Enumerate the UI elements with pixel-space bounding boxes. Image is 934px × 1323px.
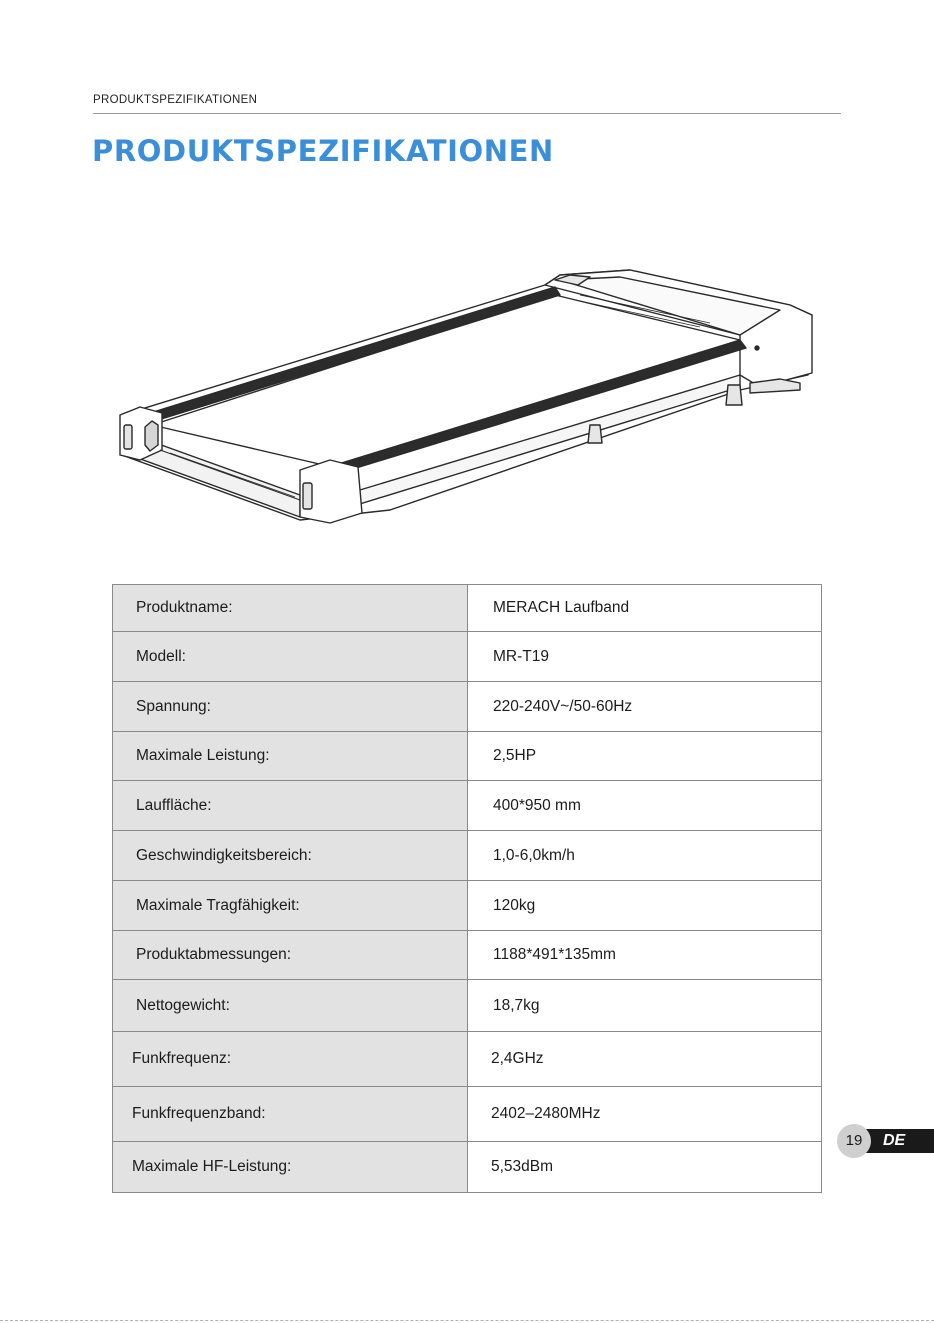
spec-value: MR-T19 xyxy=(468,632,822,682)
spec-label: Nettogewicht: xyxy=(113,980,468,1032)
spec-value: MERACH Laufband xyxy=(468,585,822,632)
table-row xyxy=(113,980,822,1032)
spec-value: 5,53dBm xyxy=(468,1142,822,1193)
language-label: DE xyxy=(855,1129,934,1153)
table-row xyxy=(113,1032,822,1087)
spec-value: 400*950 mm xyxy=(468,781,822,831)
spec-value: 220-240V~/50-60Hz xyxy=(468,682,822,732)
spec-label: Maximale Leistung: xyxy=(113,732,468,781)
treadmill-illustration xyxy=(100,255,830,545)
table-row xyxy=(113,831,822,881)
page-title: PRODUKTSPEZIFIKATIONEN xyxy=(92,134,554,168)
spec-value: 18,7kg xyxy=(468,980,822,1032)
spec-label: Funkfrequenz: xyxy=(113,1032,468,1087)
page-number: 19 xyxy=(837,1124,871,1158)
table-row xyxy=(113,931,822,980)
spec-label: Spannung: xyxy=(113,682,468,732)
spec-label: Funkfrequenzband: xyxy=(113,1087,468,1142)
spec-label: Maximale Tragfähigkeit: xyxy=(113,881,468,931)
header-divider xyxy=(93,113,841,114)
page-bottom-divider xyxy=(0,1320,934,1321)
spec-label: Geschwindigkeitsbereich: xyxy=(113,831,468,881)
table-row xyxy=(113,1142,822,1193)
spec-value: 2402–2480MHz xyxy=(468,1087,822,1142)
table-row xyxy=(113,682,822,732)
running-header: PRODUKTSPEZIFIKATIONEN xyxy=(93,94,258,106)
spec-label: Produktabmessungen: xyxy=(113,931,468,980)
table-row xyxy=(113,881,822,931)
specifications-table xyxy=(112,584,822,1193)
spec-label: Lauffläche: xyxy=(113,781,468,831)
table-row xyxy=(113,732,822,781)
spec-value: 120kg xyxy=(468,881,822,931)
spec-value: 1,0-6,0km/h xyxy=(468,831,822,881)
spec-value: 1188*491*135mm xyxy=(468,931,822,980)
spec-label: Produktname: xyxy=(113,585,468,632)
spec-label: Modell: xyxy=(113,632,468,682)
table-row xyxy=(113,1087,822,1142)
spec-value: 2,5HP xyxy=(468,732,822,781)
spec-value: 2,4GHz xyxy=(468,1032,822,1087)
table-row xyxy=(113,585,822,632)
table-row xyxy=(113,781,822,831)
spec-label: Maximale HF-Leistung: xyxy=(113,1142,468,1193)
page-badge xyxy=(837,1124,934,1158)
table-row xyxy=(113,632,822,682)
